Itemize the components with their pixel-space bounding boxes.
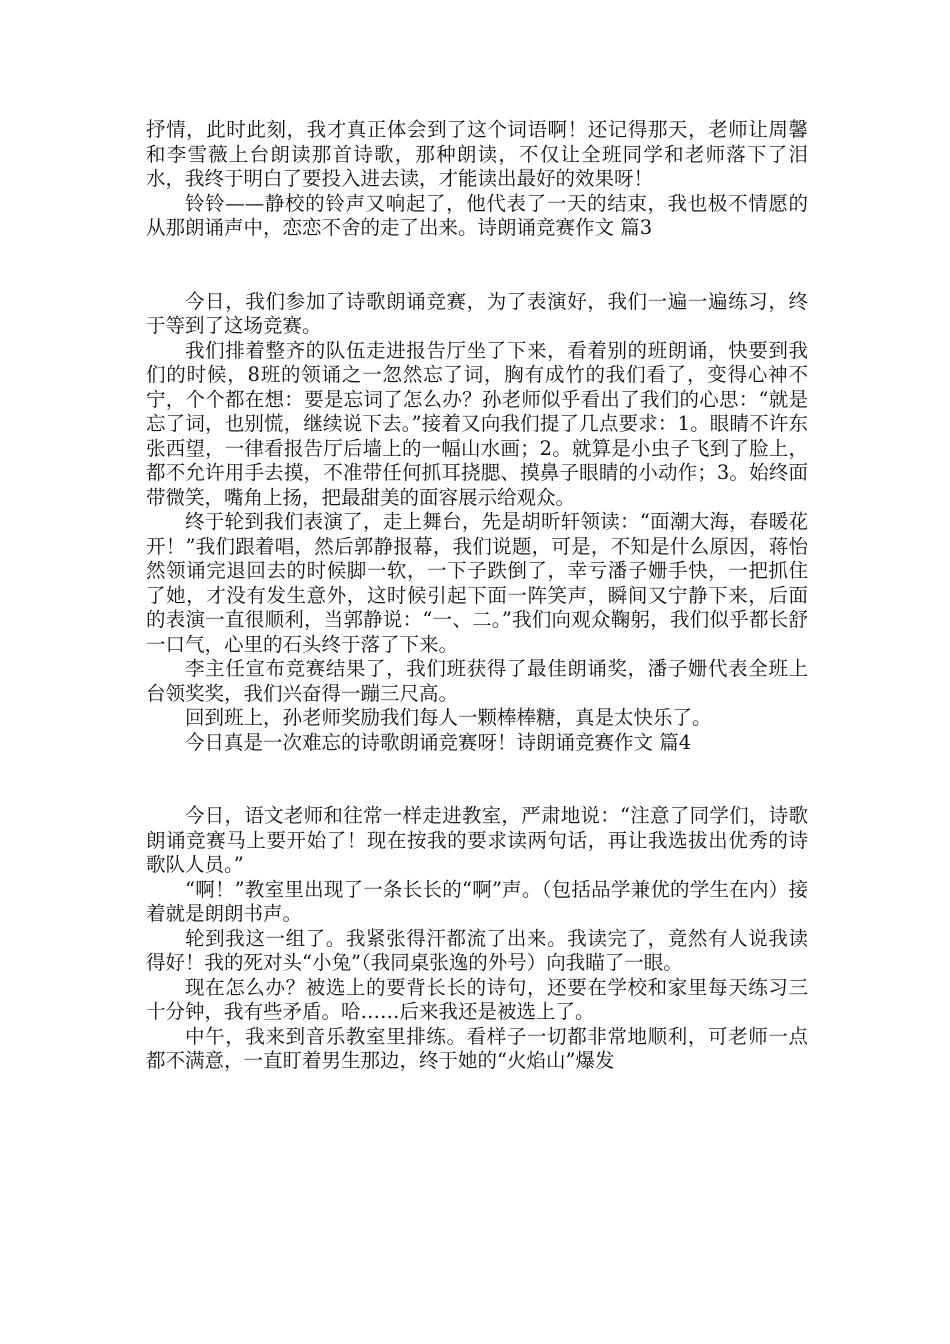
paragraph-13: 中午，我来到音乐教室里排练。看样子一切都非常地顺利，可老师一点都不满意，一直盯着男生那边，终于她的“火焰山”爆发 bbox=[146, 1024, 808, 1072]
paragraph-12: 现在怎么办？被选上的要背长长的诗句，还要在学校和家里每天练习三十分钟，我有些矛盾。哈……后来我还是被选上了。 bbox=[146, 975, 808, 1023]
paragraph-9: 今日，语文老师和往常一样走进教室，严肃地说：“注意了同学们，诗歌朗诵竞赛马上要开始了！现在按我的要求读两句话，再让我选拔出优秀的诗歌队人员。” bbox=[146, 804, 808, 876]
document-body bbox=[146, 118, 808, 1074]
section-gap bbox=[146, 241, 808, 290]
paragraph-5: 终于轮到我们表演了，走上舞台，先是胡昕轩领读：“面潮大海，春暖花开！”我们跟着唱，然后郭静报幕，我们说题，可是，不知是什么原因，蒋怡然领诵完退回去的时候脚一软，一下子跌倒了，幸亏潘子姗手快，一把抓住了她，才没有发生意外，这时候引起下面一阵笑声，瞬间又宁静下来，后面的表演一直很顺利，当郭静说：“一、二。”我们向观众鞠躬，我们似乎都长舒一口气，心里的石头终于落了下来。 bbox=[146, 510, 808, 656]
paragraph-8: 今日真是一次难忘的诗歌朗诵竞赛呀！诗朗诵竞赛作文 篇4 bbox=[185, 730, 692, 754]
paragraph-4: 我们排着整齐的队伍走进报告厅坐了下来，看着别的班朗诵，快要到我们的时候，8班的领诵之一忽然忘了词，胸有成竹的我们看了，变得心神不宁，个个都在想：要是忘词了怎么办？孙老师似乎看出了我们的心思：“就是忘了词，也别慌，继续说下去。”接着又向我们提了几点要求：1。眼睛不许东张西望，一律看报告厅后墙上的一幅山水画；2。就算是小虫子飞到了脸上，都不允许用手去摸，不准带任何抓耳挠腮、摸鼻子眼睛的小动作；3。始终面带微笑，嘴角上扬，把最甜美的面容展示给观众。 bbox=[146, 338, 808, 509]
paragraph-10: “啊！”教室里出现了一条长长的“啊”声。（包括品学兼优的学生在内）接着就是朗朗书声。 bbox=[146, 877, 808, 925]
paragraph-11: 轮到我这一组了。我紧张得汗都流了出来。我读完了，竟然有人说我读得好！我的死对头“小兔”（我同桌张逸的外号）向我瞄了一眼。 bbox=[146, 926, 808, 974]
paragraph-6: 李主任宣布竞赛结果了，我们班获得了最佳朗诵奖，潘子姗代表全班上台领奖奖，我们兴奋得一蹦三尺高。 bbox=[146, 657, 808, 705]
section-gap bbox=[146, 755, 808, 804]
paragraph-3: 今日，我们参加了诗歌朗诵竞赛，为了表演好，我们一遍一遍练习，终于等到了这场竞赛。 bbox=[146, 289, 808, 337]
paragraph-2: 铃铃——静校的铃声又响起了，他代表了一天的结束，我也极不情愿的从那朗诵声中，恋恋不舍的走了出来。诗朗诵竞赛作文 篇3 bbox=[146, 191, 808, 239]
paragraph-7: 回到班上，孙老师奖励我们每人一颗棒棒糖，真是太快乐了。 bbox=[185, 706, 712, 729]
paragraph-1: 抒情，此时此刻，我才真正体会到了这个词语啊！还记得那天，老师让周馨和李雪薇上台朗读那首诗歌，那种朗读，不仅让全班同学和老师落下了泪水，我终于明白了要投入进去读，才能读出最好的效果呀！ bbox=[146, 118, 808, 190]
